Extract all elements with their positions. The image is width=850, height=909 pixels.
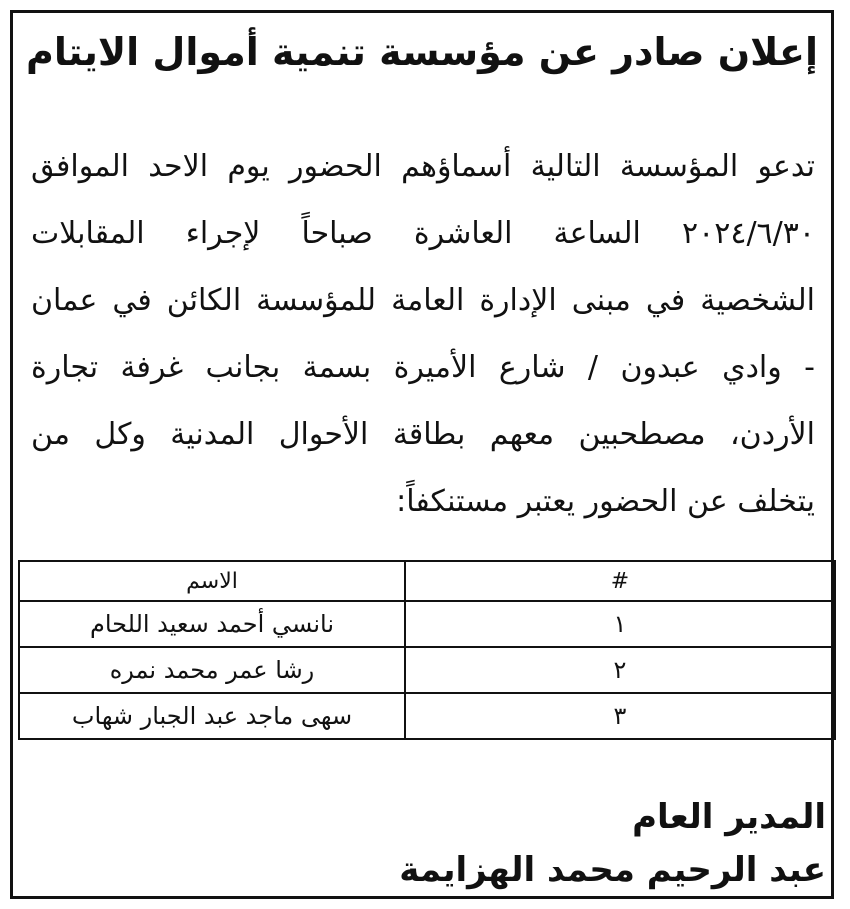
names-table xyxy=(18,560,836,740)
row-name: رشا عمر محمد نمره xyxy=(19,647,405,693)
body-line: ٢٠٢٤/٦/٣٠ الساعة العاشرة صباحاً لإجراء المقابلات xyxy=(31,216,815,251)
body-line: - وادي عبدون / شارع الأميرة بسمة بجانب غرفة تجارة xyxy=(31,350,815,385)
header-name: الاسم xyxy=(19,561,405,601)
announcement-body xyxy=(31,133,815,535)
row-number: ١ xyxy=(405,601,835,647)
signature-name: عبد الرحيم محمد الهزايمة xyxy=(399,850,826,890)
row-number: ٣ xyxy=(405,693,835,739)
announcement-frame xyxy=(10,10,834,899)
signature-role: المدير العام xyxy=(632,797,826,837)
table-row xyxy=(19,647,835,693)
announcement-title: إعلان صادر عن مؤسسة تنمية أموال الايتام xyxy=(25,30,818,74)
row-name: سهى ماجد عبد الجبار شهاب xyxy=(19,693,405,739)
body-line: يتخلف عن الحضور يعتبر مستنكفاً: xyxy=(396,484,815,519)
body-line: الشخصية في مبنى الإدارة العامة للمؤسسة الكائن في عمان xyxy=(31,283,815,318)
body-line: تدعو المؤسسة التالية أسماؤهم الحضور يوم الاحد الموافق xyxy=(31,149,815,184)
row-name: نانسي أحمد سعيد اللحام xyxy=(19,601,405,647)
body-line: الأردن، مصطحبين معهم بطاقة الأحوال المدنية وكل من xyxy=(31,417,815,452)
table-header-row xyxy=(19,561,835,601)
header-number: # xyxy=(405,561,835,601)
row-number: ٢ xyxy=(405,647,835,693)
table-row xyxy=(19,693,835,739)
table-row xyxy=(19,601,835,647)
